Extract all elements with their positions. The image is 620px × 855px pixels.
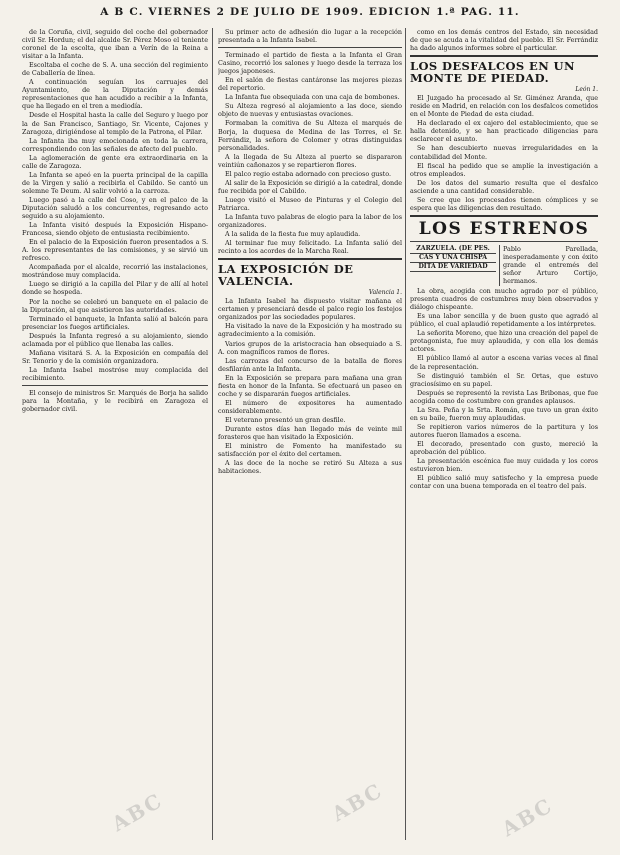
article-paragraph: El público llamó al autor a escena varias veces al final de la representación.: [410, 354, 598, 371]
article-paragraph: La Infanta tuvo palabras de elogio para la labor de los organizadores.: [218, 212, 402, 230]
article-paragraph: El palco regio estaba adornado con precioso gusto.: [225, 169, 392, 178]
review-title-box: [410, 245, 500, 286]
article-paragraph: La Infanta iba muy emocionada en toda la carrera, correspondiendo con las señales de afecto del pueblo.: [22, 136, 208, 153]
article-paragraph: Su primer acto de adhesión dio lugar a la recepción presentada a la Infanta Isabel.: [218, 28, 402, 45]
article-paragraph: de la Coruña, civil, seguido del coche del gobernador civil Sr. Hordun; el del alcalde Sr. Pérez Moso el teniente coronel de la escolta, que iban a Verín de la Reina a visitar a la Infanta.: [22, 28, 208, 61]
section-divider: [218, 47, 402, 48]
article-paragraph: La presentación escénica fue muy cuidada y los coros estuvieron bien.: [410, 457, 598, 474]
article-paragraph: El público salió muy satisfecho y la empresa puede contar con una buena temporada en el teatro del país.: [410, 474, 598, 491]
article-paragraph: La aglomeración de gente era extraordinaria en la calle de Zaragoza.: [22, 153, 208, 170]
article-paragraph: La Infanta visitó después la Exposición Hispano-Francesa, siendo objeto de entusiasta recibimiento.: [22, 221, 208, 238]
article-paragraph: Después la Infanta regresó a su alojamiento, siendo aclamada por el público que llenaba las calles.: [22, 331, 208, 348]
article-paragraph: Al terminar fue muy felicitado. La Infanta salió del recinto a los acordes de la Marcha Real.: [218, 239, 402, 256]
article-paragraph: Por la noche se celebró un banquete en el palacio de la Diputación, al que asistieron las autoridades.: [22, 297, 208, 314]
article-paragraph: Ha visitado la nave de la Exposición y ha mostrado su agradecimiento a la comisión.: [218, 322, 402, 339]
article-paragraph: La Infanta se apeó en la puerta principal de la capilla de la Virgen y salió a recibirla el Cabildo. Se cantó un solemne Te Deum. Al salir volvió a la carroza.: [22, 170, 208, 195]
article-paragraph: Luego se dirigió a la capilla del Pilar y de allí al hotel donde se hospeda.: [22, 280, 208, 297]
article-paragraph: El consejo de ministros Sr. Marqués de Borja ha salido para la Montaña, y le recibirá en Zaragoza el gobernador civil.: [22, 388, 208, 414]
article-dateline: León 1.: [575, 86, 598, 94]
article-paragraph: La obra, acogida con mucho agrado por el público, presenta cuadros de costumbres muy bien observados y diálogo chispeante.: [410, 287, 598, 312]
article-paragraph: Acompañada por el alcalde, recorrió las instalaciones, mostrándose muy complacida.: [22, 263, 208, 280]
article-paragraph: El número de expositores ha aumentado considerablemente.: [218, 398, 402, 415]
zarzuela-review-header: [410, 245, 598, 286]
section-divider: [218, 258, 402, 260]
article-paragraph: Se repitieron varios números de la partitura y los autores fueron llamados a escena.: [410, 422, 598, 439]
article-paragraph: Varios grupos de la aristocracia han obsequiado a S. A. con magníficos ramos de flores.: [218, 339, 402, 356]
article-headline: LOS DESFALCOS EN UN MONTE DE PIEDAD.: [410, 59, 575, 86]
column-2: [218, 28, 402, 840]
article-paragraph: Se distinguió también el Sr. Ortas, que estuvo graciosísimo en su papel.: [410, 371, 598, 388]
review-title-line: CAS Y UNA CHISPA: [410, 254, 496, 263]
article-paragraph: Luego pasó a la calle del Coso, y en el palco de la Diputación saludó a los concurrentes, regresando acto seguido a su alojamiento.: [22, 195, 208, 221]
review-intro: [503, 245, 598, 286]
section-divider: [410, 215, 598, 217]
article-paragraph: A la salida de la fiesta fue muy aplaudida.: [225, 230, 361, 239]
column-rule: [405, 28, 406, 840]
column-3: [410, 28, 598, 840]
article-paragraph: En el palacio de la Exposición fueron presentados a S. A. los representantes de las comisiones, y se sirvió un refresco.: [22, 238, 208, 263]
article-paragraph: La Infanta fue obsequiada con una caja de bombones.: [225, 93, 400, 102]
article-paragraph: La Infanta Isabel ha dispuesto visitar mañana el certamen y presenciará desde el palco regio los festejos organizados por las sociedades populares.: [218, 297, 402, 322]
article-paragraph: La Sra. Peña y la Srta. Román, que tuvo un gran éxito en su baile, fueron muy aplaudidas.: [410, 405, 598, 422]
column-1: [22, 28, 208, 840]
article-paragraph: Después se representó la revista Las Bribonas, que fue acogida como de costumbre con grandes aplausos.: [410, 388, 598, 405]
article-paragraph: El veterano presentó un gran desfile.: [225, 415, 346, 424]
article-paragraph: En el salón de fiestas cantáronse las mejores piezas del repertorio.: [218, 76, 402, 93]
article-paragraph: Su Alteza regresó al alojamiento a las doce, siendo objeto de nuevas y entusiastas ovaciones.: [218, 102, 402, 119]
article-paragraph: Escoltaba el coche de S. A. una sección del regimiento de Caballería de línea.: [22, 61, 208, 78]
article-paragraph: De los datos del sumario resulta que el desfalco asciende a una cantidad considerable.: [410, 178, 598, 195]
review-title-line: DITA DE VARIEDAD: [410, 263, 496, 272]
column-rule: [212, 28, 213, 840]
article-paragraph: El fiscal ha pedido que se amplíe la investigación a otros empleados.: [410, 161, 598, 178]
article-paragraph: como en los demás centros del Estado, sin necesidad de que se acuda a la vitalidad del pueblo. El Sr. Ferrándiz ha dado algunos informes sobre el particular.: [410, 28, 598, 53]
article-paragraph: Es una labor sencilla y de buen gusto que agradó al público, el cual aplaudió repetidamente a los intérpretes.: [410, 312, 598, 329]
article-paragraph: Terminado el banquete, la Infanta salió al balcón para presenciar los fuegos artificiales.: [22, 314, 208, 331]
article-paragraph: Las carrozas del concurso de la batalla de flores desfilarán ante la Infanta.: [218, 356, 402, 373]
section-divider: [410, 55, 598, 57]
article-paragraph: La Infanta Isabel mostróse muy complacida del recibimiento.: [22, 365, 208, 382]
article-paragraph: A las doce de la noche se retiró Su Alteza a sus habitaciones.: [218, 459, 402, 476]
section-divider: [22, 385, 208, 386]
article-paragraph: Durante estos días han llegado más de veinte mil forasteros que han visitado la Exposición.: [218, 424, 402, 442]
article-paragraph: En la Exposición se prepara para mañana una gran fiesta en honor de la Infanta. Se efectuará un paseo en coche y se dispararán fuegos artificiales.: [218, 373, 402, 398]
article-paragraph: Luego visitó el Museo de Pinturas y el Colegio del Patriarca.: [218, 195, 402, 212]
article-paragraph: Se cree que los procesados tienen cómplices y se espera que las diligencias den resultado.: [410, 195, 598, 212]
abc-watermark: ABC: [497, 792, 558, 842]
article-headline: LA EXPOSICIÓN DE VALENCIA.: [218, 262, 354, 289]
article-paragraph: Ha declarado el ex cajero del establecimiento, que se halla detenido, y se han practicado diligencias para esclarecer el asunto.: [410, 119, 598, 144]
section-divider: [410, 241, 598, 242]
article-dateline: Valencia 1.: [368, 289, 402, 297]
article-paragraph: A continuación seguían los carruajes del Ayuntamiento, de la Diputación y demás representaciones que han acudido a recibir a la Infanta, que ha llegado en el tren a mediodía.: [22, 78, 208, 111]
article-paragraph: Mañana visitará S. A. la Exposición en compañía del Sr. Tenorio y de la comisión organizadora.: [22, 348, 208, 365]
article-paragraph: Pablo Parellada, inesperadamente y con éxito grande el entremés del señor Arturo Cortijo, hermanos.: [503, 244, 598, 286]
article-paragraph: Al salir de la Exposición se dirigió a la catedral, donde fue recibida por el Cabildo.: [218, 178, 402, 195]
abc-watermark: ABC: [327, 777, 388, 827]
article-paragraph: Desde el Hospital hasta la calle del Seguro y luego por la de San Francisco, Santiago, Sr. Vicente, Cajones y Zaragoza, dirigiéndose al templo de la Patrona, el Pilar.: [22, 111, 208, 136]
article-paragraph: A la llegada de Su Alteza al puerto se dispararon veintiún cañonazos y se repartieron flores.: [218, 152, 402, 169]
article-paragraph: Terminado el partido de fiesta a la Infanta el Gran Casino, recorrió los salones y luego desde la terraza los juegos japoneses.: [218, 51, 402, 76]
article-paragraph: El Juzgado ha procesado al Sr. Giménez Aranda, que reside en Madrid, en relación con los desfalcos cometidos en el Monte de Piedad de esta ciudad.: [410, 94, 598, 119]
article-paragraph: Formaban la comitiva de Su Alteza el marqués de Borja, la duquesa de Medina de las Torres, el Sr. Ferrándiz, la señora de Colomer y otras distinguidas personalidades.: [218, 119, 402, 152]
article-paragraph: La señorita Moreno, que hizo una creación del papel de protagonista, fue muy aplaudida, y con ella los demás actores.: [410, 329, 598, 354]
article-paragraph: El ministro de Fomento ha manifestado su satisfacción por el éxito del certamen.: [218, 442, 402, 459]
abc-watermark: ABC: [107, 787, 168, 837]
article-paragraph: Se han descubierto nuevas irregularidades en la contabilidad del Monte.: [410, 144, 598, 161]
review-title-line: ZARZUELA. (DE PES.: [410, 245, 496, 254]
article-paragraph: El decorado, presentado con gusto, mereció la aprobación del público.: [410, 439, 598, 456]
section-headline: LOS ESTRENOS: [418, 218, 590, 239]
page-masthead: A B C. VIERNES 2 DE JULIO DE 1909. EDICION 1.ª PAG. 11.: [100, 6, 520, 18]
